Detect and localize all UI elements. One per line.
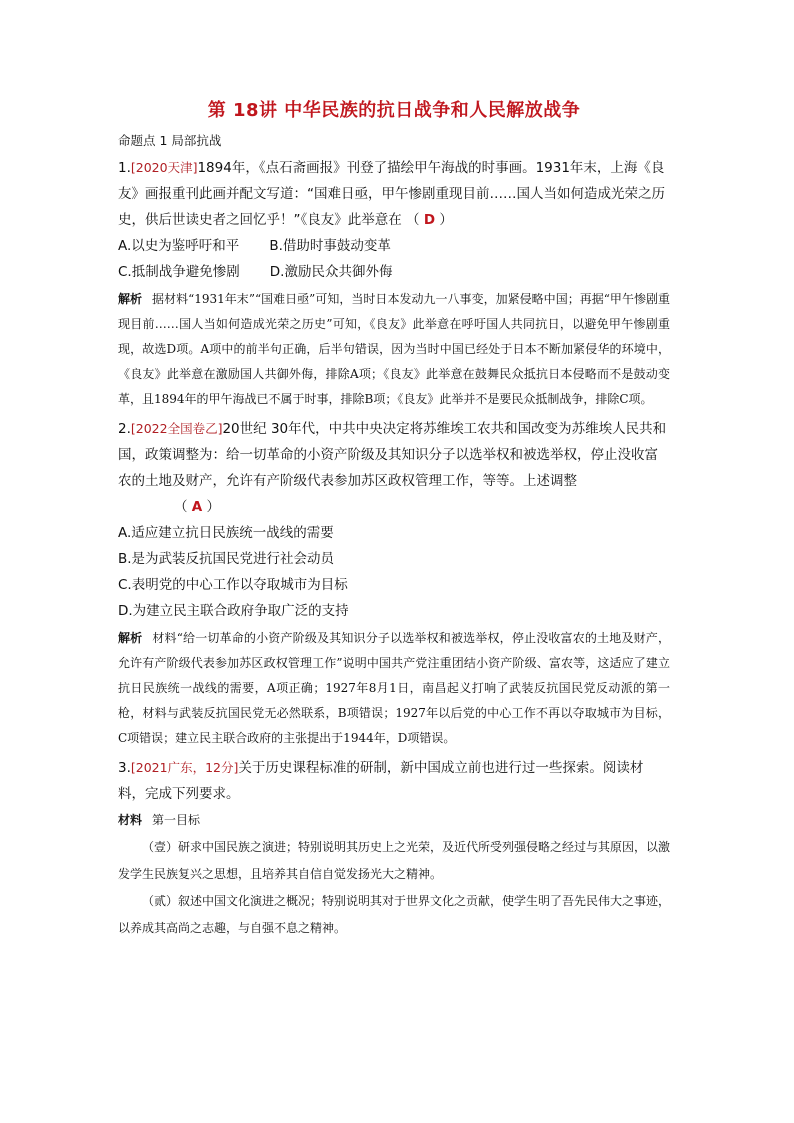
section-heading: 命题点 1 局部抗战 <box>118 133 222 148</box>
answer-bracket-close: ） <box>435 212 453 228</box>
material-title: 第一目标 <box>152 813 201 827</box>
explanation-text: 材料“给一切革命的小资产阶级及其知识分子以选举权和被选举权，停止没收富农的土地及财产，允许有产阶级代表参加苏区政权管理工作”说明中国共产党注重团结小资产阶级、富农等，这适应了建立抗日民族统一战线的需要，A项正确；1927年8月1日，南昌起义打响了武装反抗国民党反动派的第一枪，材料与武装反抗国民党无必然联系，B项错误；1927年以后党的中心工作不再以夺取城市为目标，C项错误；建立民主联合政府的主张提出于1944年，D项错误。 <box>118 631 670 745</box>
question-2-stem <box>118 416 670 494</box>
explanation <box>118 626 670 751</box>
explanation <box>118 287 670 412</box>
answer-line <box>174 494 670 520</box>
option-b: B.是为武装反抗国民党进行社会动员 <box>118 551 335 567</box>
options-row-1: A.以史为鉴呼吁和平 B.借助时事鼓动变革 <box>118 238 391 254</box>
question-source: [2021广东，12分] <box>130 760 239 775</box>
question-3 <box>118 755 670 942</box>
answer-letter: D <box>423 212 436 228</box>
option-d: D.为建立民主联合政府争取广泛的支持 <box>118 603 349 619</box>
answer-bracket-open: （ <box>401 212 424 228</box>
answer-bracket-open: （ <box>174 499 192 515</box>
question-text: 关于历史课程标准的研制，新中国成立前也进行过一些探索。阅读材料，完成下列要求。 <box>118 760 644 802</box>
material-heading <box>118 807 670 834</box>
option-c: C.表明党的中心工作以夺取城市为目标 <box>118 577 348 593</box>
options-row-2: C.抵制战争避免惨剧 D.激励民众共御外侮 <box>118 264 393 280</box>
question-source: [2022全国卷乙] <box>130 421 223 436</box>
question-2 <box>118 416 670 751</box>
question-text: 1894年，《点石斋画报》刊登了描绘甲午海战的时事画。1931年末，上海《良友》画报重刊此画并配文写道：“国难日亟，甲午惨剧重现目前……国人当如何造成光荣之历史，供后世读史者之回忆乎！”《良友》此举意在 <box>118 160 665 228</box>
material-label: 材料 <box>118 813 143 827</box>
answer-letter: A <box>191 499 203 515</box>
question-1-stem <box>118 155 670 233</box>
explanation-label: 解析 <box>118 631 143 645</box>
question-source: [2020天津] <box>130 160 198 175</box>
document-page <box>118 96 670 942</box>
explanation-text: 据材料“1931年末”“国难日亟”可知，当时日本发动九一八事变，加紧侵略中国；再据“甲午惨剧重现目前……国人当如何造成光荣之历史”可知，《良友》此举意在呼吁国人共同抗日，以避免甲午惨剧重现，故选D项。A项中的前半句正确，后半句错误，因为当时中国已经处于日本不断加紧侵华的环境中，《良友》此举意在激励国人共御外侮，排除A项；《良友》此举意在鼓舞民众抵抗日本侵略而不是鼓动变革，且1894年的甲午海战已不属于时事，排除B项；《良友》此举并不是要民众抵制战争，排除C项。 <box>118 292 670 406</box>
option-a: A.适应建立抗日民族统一战线的需要 <box>118 525 334 541</box>
answer-bracket-close: ） <box>202 499 221 515</box>
question-text: 20世纪 30年代，中共中央决定将苏维埃工农共和国改变为苏维埃人民共和国，政策调整为：给一切革命的小资产阶级及其知识分子以选举权和被选举权，停止没收富农的土地及财产，允许有产阶级代表参加苏区政权管理工作，等等。上述调整 <box>118 421 667 489</box>
page-title: 第 18讲 中华民族的抗日战争和人民解放战争 <box>207 100 581 121</box>
question-1 <box>118 155 670 412</box>
material-paragraph-1: （壹）研求中国民族之演进；特别说明其历史上之光荣，及近代所受列强侵略之经过与其原因，以激发学生民族复兴之思想，且培养其自信自觉发扬光大之精神。 <box>118 840 671 881</box>
question-number: 1. <box>118 160 131 176</box>
question-number: 2. <box>118 421 131 437</box>
explanation-label: 解析 <box>118 292 143 306</box>
question-number: 3. <box>118 760 131 776</box>
question-3-stem <box>118 755 670 807</box>
material-paragraph-2: （贰）叙述中国文化演进之概况；特别说明其对于世界文化之贡献，使学生明了吾先民伟大之事迹，以养成其高尚之志趣，与自强不息之精神。 <box>118 894 671 935</box>
